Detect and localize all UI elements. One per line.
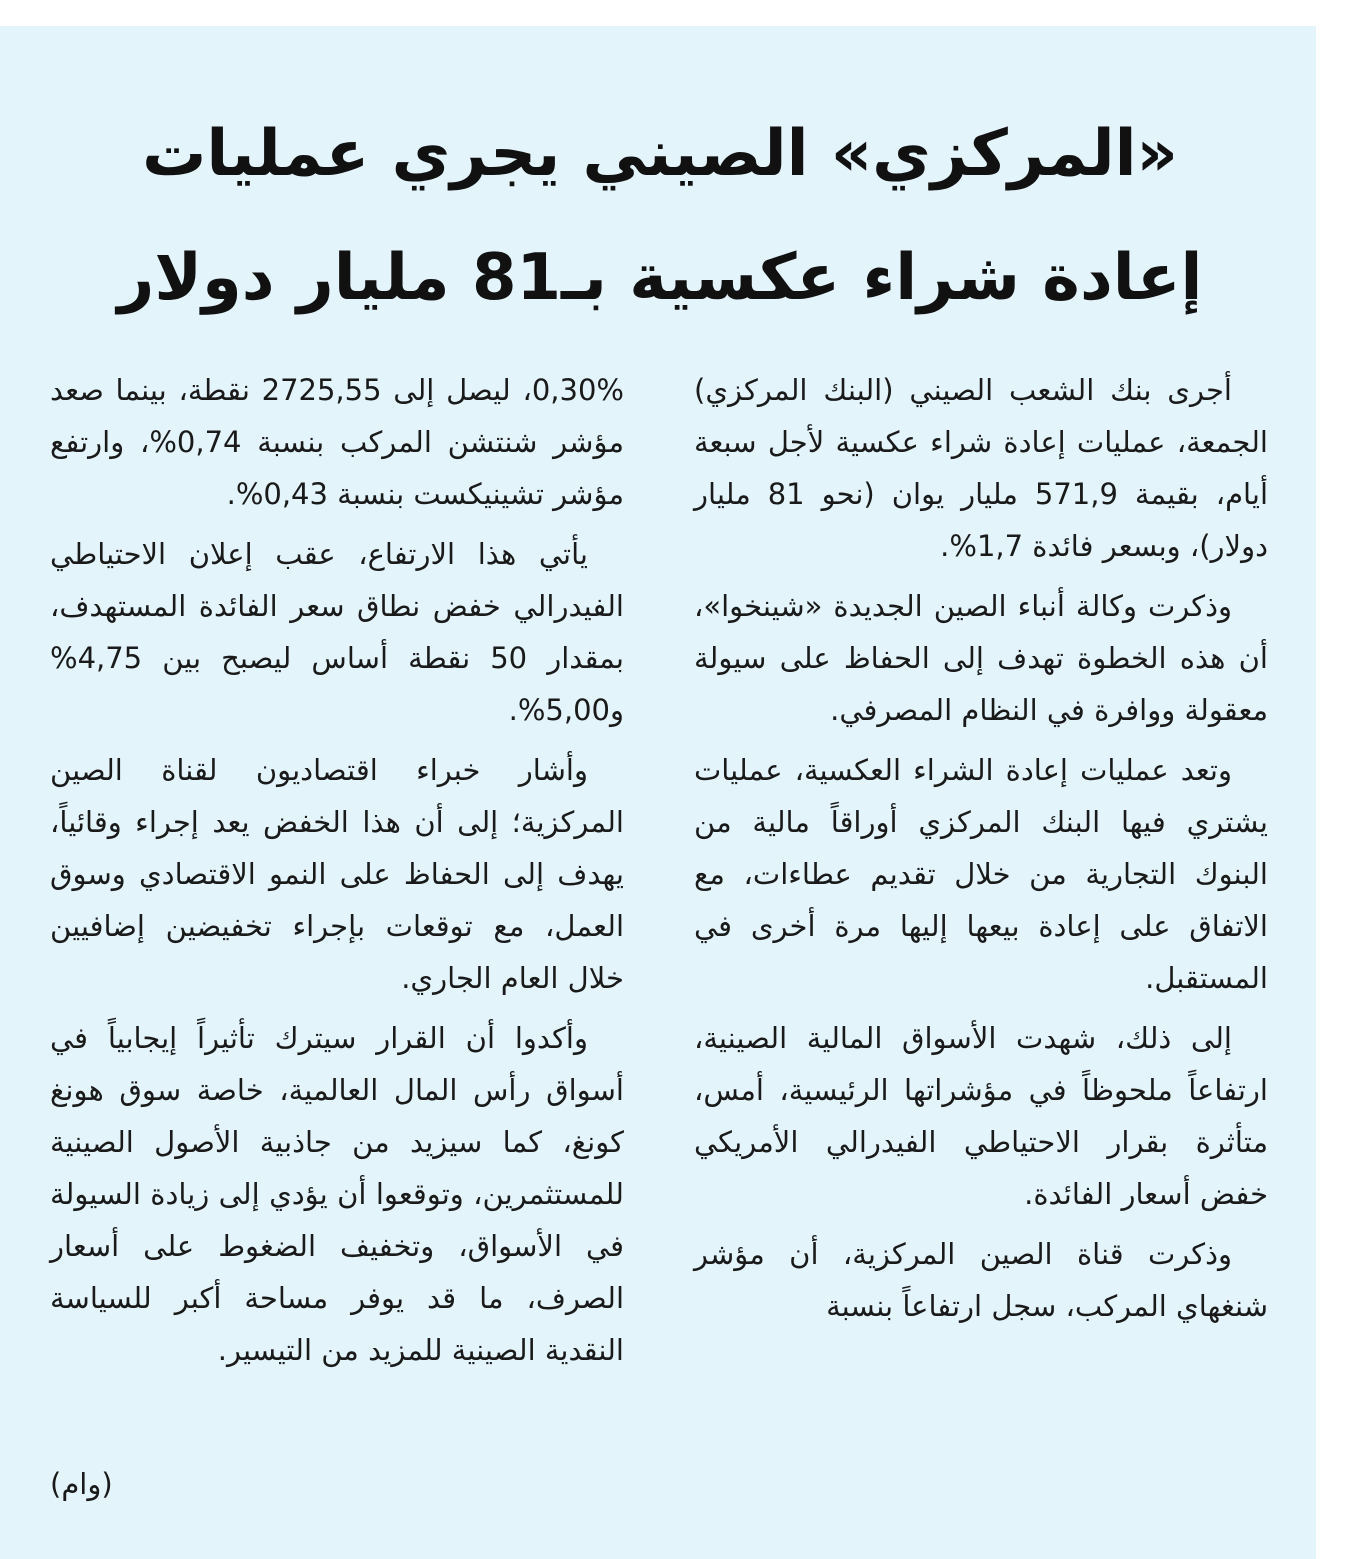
source-byline: (وام) bbox=[50, 1467, 113, 1501]
paragraph: وأشار خبراء اقتصاديون لقناة الصين المركزية؛ إلى أن هذا الخفض يعد إجراء وقائياً، يهدف إلى الحفاظ على النمو الاقتصادي وسوق العمل، مع توقعات بإجراء تخفيضين إضافيين خلال العام الجاري. bbox=[50, 753, 624, 995]
paragraph: يأتي هذا الارتفاع، عقب إعلان الاحتياطي الفيدرالي خفض نطاق سعر الفائدة المستهدف، بمقدار 50 نقطة أساس ليصبح بين 4,75% و5,00%. bbox=[50, 537, 624, 727]
paragraph: 0,30%، ليصل إلى 2725,55 نقطة، بينما صعد مؤشر شنتشن المركب بنسبة 0,74%، وارتفع مؤشر تشينيكست بنسبة 0,43%. bbox=[50, 373, 624, 511]
right-column bbox=[694, 364, 1268, 1340]
paragraph: وذكرت وكالة أنباء الصين الجديدة «شينخوا»، أن هذه الخطوة تهدف إلى الحفاظ على سيولة معقولة ووافرة في النظام المصرفي. bbox=[694, 589, 1268, 727]
paragraph: إلى ذلك، شهدت الأسواق المالية الصينية، ارتفاعاً ملحوظاً في مؤشراتها الرئيسية، أمس، متأثرة بقرار الاحتياطي الفيدرالي الأمريكي خفض أسعار الفائدة. bbox=[694, 1021, 1268, 1211]
paragraph: وأكدوا أن القرار سيترك تأثيراً إيجابياً في أسواق رأس المال العالمية، خاصة سوق هونغ كونغ، كما سيزيد من جاذبية الأصول الصينية للمستثمرين، وتوقعوا أن يؤدي إلى زيادة السيولة في الأسواق، وتخفيف الضغوط على أسعار الصرف، ما قد يوفر مساحة أكبر للسياسة النقدية الصينية للمزيد من التيسير. bbox=[50, 1021, 624, 1367]
paragraph: وتعد عمليات إعادة الشراء العكسية، عمليات يشتري فيها البنك المركزي أوراقاً مالية من البنوك التجارية من خلال تقديم عطاءات، مع الاتفاق على إعادة بيعها إليها مرة أخرى في المستقبل. bbox=[694, 753, 1268, 995]
headline-line-2: إعادة شراء عكسية بـ81 مليار دولار bbox=[117, 241, 1203, 315]
paragraph: أجرى بنك الشعب الصيني (البنك المركزي) الجمعة، عمليات إعادة شراء عكسية لأجل سبعة أيام، بقيمة 571,9 مليار يوان (نحو 81 مليار دولار)، وبسعر فائدة 1,7%. bbox=[694, 373, 1268, 563]
article-headline bbox=[60, 92, 1260, 340]
headline-line-1: «المركزي» الصيني يجري عمليات bbox=[142, 117, 1178, 191]
left-column bbox=[50, 364, 624, 1384]
paragraph: وذكرت قناة الصين المركزية، أن مؤشر شنغهاي المركب، سجل ارتفاعاً بنسبة bbox=[694, 1237, 1268, 1323]
